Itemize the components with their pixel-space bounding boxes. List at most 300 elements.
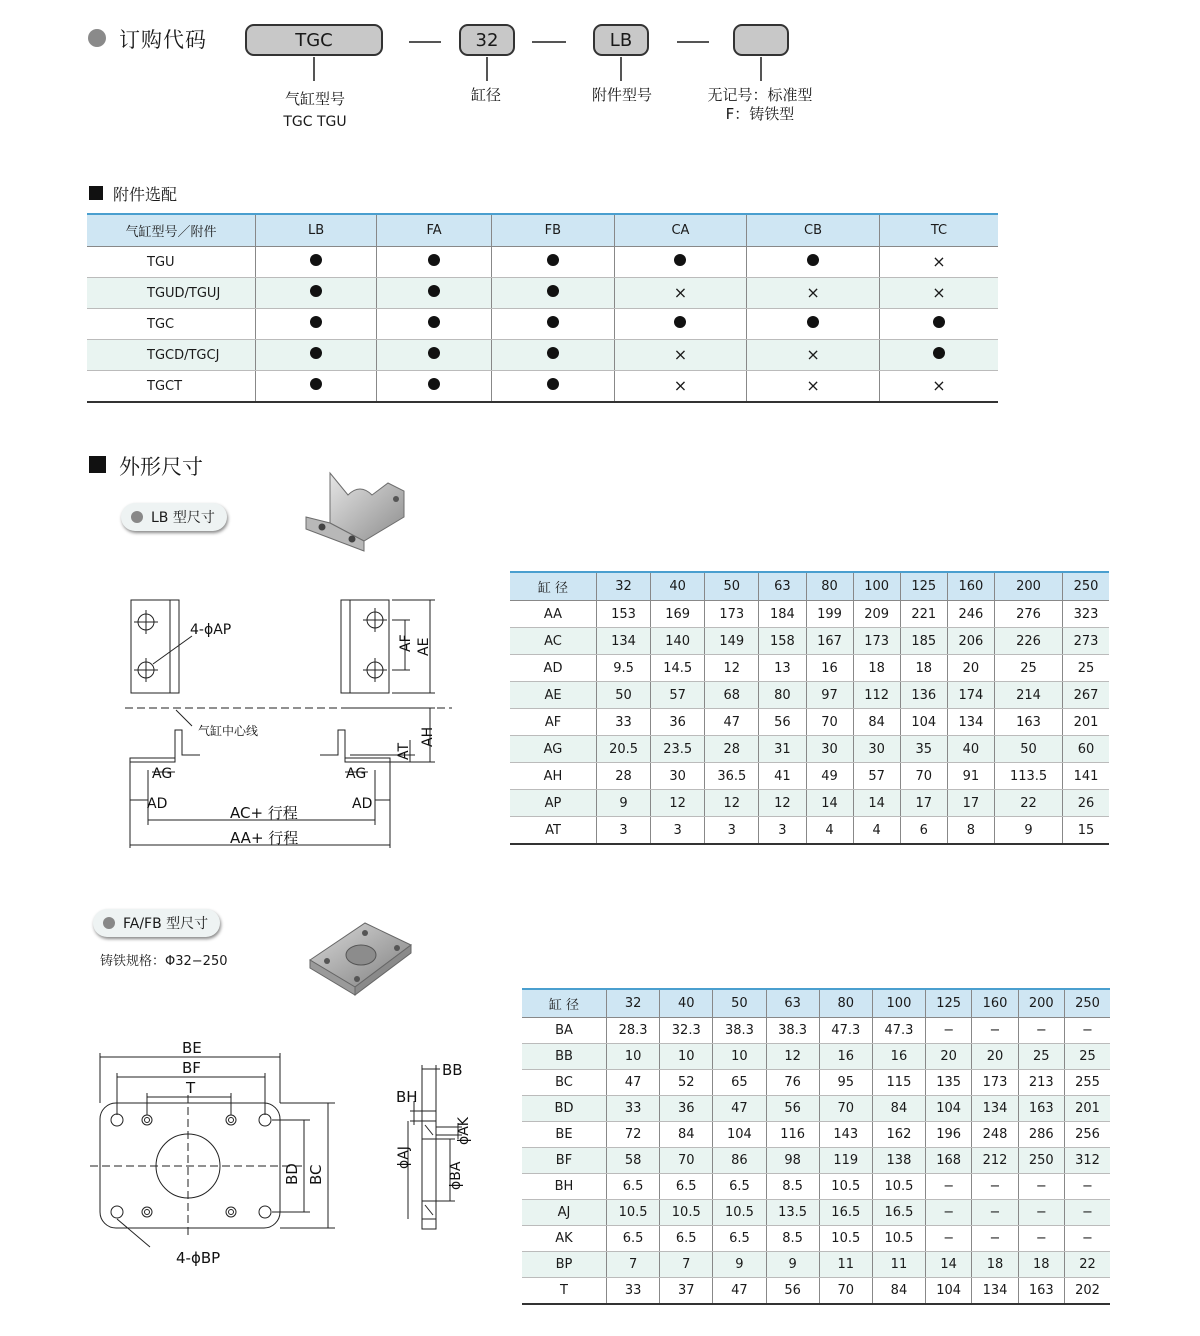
lb-table-row bbox=[510, 655, 1109, 682]
fa-value-cell: − bbox=[1064, 1200, 1110, 1226]
label-bore: 缸径 bbox=[470, 86, 501, 104]
fa-value-cell: 25 bbox=[1064, 1044, 1110, 1070]
lb-bracket-photo bbox=[300, 465, 410, 555]
fa-value-cell: − bbox=[1064, 1018, 1110, 1044]
fa-value-cell: 119 bbox=[819, 1148, 872, 1174]
pill-dot bbox=[103, 917, 115, 929]
compat-mark-cell bbox=[256, 247, 377, 278]
code-dash bbox=[677, 41, 709, 43]
lb-value-cell: 4 bbox=[806, 817, 853, 845]
fa-value-cell: 162 bbox=[872, 1122, 925, 1148]
fa-value-cell: 18 bbox=[1018, 1252, 1064, 1278]
pill-dot bbox=[131, 511, 143, 523]
lb-value-cell: 14 bbox=[853, 790, 900, 817]
fa-value-cell: 95 bbox=[819, 1070, 872, 1096]
lb-value-cell: 163 bbox=[995, 709, 1063, 736]
fa-value-cell: 138 bbox=[872, 1148, 925, 1174]
fa-label-ba: ϕBA bbox=[448, 1161, 464, 1190]
fa-table-row bbox=[522, 1200, 1110, 1226]
lb-value-cell: 31 bbox=[759, 736, 806, 763]
lb-value-cell: 12 bbox=[705, 790, 759, 817]
lb-value-cell: 28 bbox=[597, 763, 651, 790]
fa-value-cell: − bbox=[1018, 1018, 1064, 1044]
fa-value-cell: 86 bbox=[713, 1148, 766, 1174]
fa-value-cell: 25 bbox=[1018, 1044, 1064, 1070]
code-box-bore: 32 bbox=[459, 24, 515, 56]
compat-mark-cell bbox=[614, 309, 747, 340]
fa-row-label: BB bbox=[522, 1044, 607, 1070]
lb-header-cell: 160 bbox=[947, 572, 994, 601]
fa-value-cell: − bbox=[972, 1018, 1018, 1044]
fa-value-cell: 163 bbox=[1018, 1278, 1064, 1305]
lb-header-cell: 80 bbox=[806, 572, 853, 601]
lb-table-row bbox=[510, 601, 1109, 628]
fa-value-cell: 201 bbox=[1064, 1096, 1110, 1122]
code-box-accessory: LB bbox=[593, 24, 649, 56]
code-dash bbox=[532, 41, 566, 43]
fa-value-cell: − bbox=[926, 1200, 972, 1226]
unsupported-cross-icon: × bbox=[932, 375, 946, 395]
lb-value-cell: 17 bbox=[947, 790, 994, 817]
lb-table-row bbox=[510, 736, 1109, 763]
supported-dot-icon bbox=[807, 316, 819, 328]
compat-mark-cell bbox=[614, 247, 747, 278]
fa-value-cell: 47 bbox=[607, 1070, 660, 1096]
lb-table-row bbox=[510, 628, 1109, 655]
compat-mark-cell bbox=[747, 371, 880, 403]
fa-value-cell: 9 bbox=[713, 1252, 766, 1278]
fa-label-bf: BF bbox=[182, 1059, 201, 1077]
compat-mark-cell bbox=[492, 278, 615, 309]
fa-value-cell: 168 bbox=[926, 1148, 972, 1174]
fa-row-label: BC bbox=[522, 1070, 607, 1096]
lb-value-cell: 112 bbox=[853, 682, 900, 709]
lb-label-at: AT bbox=[396, 742, 412, 760]
fa-value-cell: 28.3 bbox=[607, 1018, 660, 1044]
fa-row-label: BF bbox=[522, 1148, 607, 1174]
fa-value-cell: 7 bbox=[660, 1252, 713, 1278]
label-type-standard: 无记号：标准型 bbox=[707, 86, 813, 104]
compat-header-cell: CB bbox=[747, 214, 880, 247]
fa-value-cell: 22 bbox=[1064, 1252, 1110, 1278]
lb-value-cell: 226 bbox=[995, 628, 1063, 655]
supported-dot-icon bbox=[547, 378, 559, 390]
supported-dot-icon bbox=[310, 254, 322, 266]
supported-dot-icon bbox=[310, 378, 322, 390]
compat-header-cell: 气缸型号／附件 bbox=[87, 214, 256, 247]
fa-value-cell: 256 bbox=[1064, 1122, 1110, 1148]
lb-value-cell: 134 bbox=[947, 709, 994, 736]
fa-value-cell: 16.5 bbox=[819, 1200, 872, 1226]
lb-header-cell: 40 bbox=[651, 572, 705, 601]
lb-label-af: AF bbox=[398, 634, 414, 652]
lb-value-cell: 9 bbox=[995, 817, 1063, 845]
fa-value-cell: 8.5 bbox=[766, 1226, 819, 1252]
lb-value-cell: 14 bbox=[806, 790, 853, 817]
lb-header-cell: 32 bbox=[597, 572, 651, 601]
fa-value-cell: 33 bbox=[607, 1278, 660, 1305]
supported-dot-icon bbox=[310, 285, 322, 297]
fa-label-bc: BC bbox=[307, 1164, 325, 1185]
supported-dot-icon bbox=[428, 347, 440, 359]
compat-model-cell: TGCT bbox=[87, 371, 256, 403]
lb-drawing bbox=[120, 590, 460, 855]
lb-value-cell: 3 bbox=[651, 817, 705, 845]
fa-table-row bbox=[522, 1174, 1110, 1200]
fa-cast-note: 铸铁规格：Φ32−250 bbox=[100, 954, 228, 969]
unsupported-cross-icon: × bbox=[806, 375, 820, 395]
lb-value-cell: 33 bbox=[597, 709, 651, 736]
compat-mark-cell bbox=[377, 340, 492, 371]
compat-header-cell: FA bbox=[377, 214, 492, 247]
fa-value-cell: 312 bbox=[1064, 1148, 1110, 1174]
lb-row-label: AC bbox=[510, 628, 597, 655]
outline-section-square bbox=[89, 456, 106, 473]
fa-value-cell: 58 bbox=[607, 1148, 660, 1174]
lb-value-cell: 149 bbox=[705, 628, 759, 655]
fa-value-cell: 143 bbox=[819, 1122, 872, 1148]
lb-pill-label: LB 型尺寸 bbox=[151, 510, 215, 526]
lb-table-header-row bbox=[510, 572, 1109, 601]
fa-header-cell: 63 bbox=[766, 989, 819, 1018]
lb-pill bbox=[121, 503, 227, 531]
fa-value-cell: 10 bbox=[660, 1044, 713, 1070]
unsupported-cross-icon: × bbox=[806, 282, 820, 302]
fa-row-label: AJ bbox=[522, 1200, 607, 1226]
compat-model-cell: TGC bbox=[87, 309, 256, 340]
lb-value-cell: 56 bbox=[759, 709, 806, 736]
fa-table-header-row bbox=[522, 989, 1110, 1018]
lb-table-row bbox=[510, 682, 1109, 709]
fa-value-cell: 104 bbox=[926, 1096, 972, 1122]
compat-mark-cell bbox=[879, 309, 998, 340]
fa-value-cell: 18 bbox=[972, 1252, 1018, 1278]
lb-label-ad: AD bbox=[352, 796, 373, 812]
fa-value-cell: 6.5 bbox=[660, 1174, 713, 1200]
fa-table-row bbox=[522, 1070, 1110, 1096]
compat-header-cell: CA bbox=[614, 214, 747, 247]
compat-mark-cell bbox=[256, 309, 377, 340]
fa-header-cell: 200 bbox=[1018, 989, 1064, 1018]
fa-value-cell: 6.5 bbox=[607, 1174, 660, 1200]
outline-section-title: 外形尺寸 bbox=[119, 455, 203, 479]
supported-dot-icon bbox=[674, 254, 686, 266]
fa-header-cell: 50 bbox=[713, 989, 766, 1018]
lb-value-cell: 30 bbox=[853, 736, 900, 763]
lb-value-cell: 50 bbox=[995, 736, 1063, 763]
fa-header-cell: 100 bbox=[872, 989, 925, 1018]
lb-value-cell: 22 bbox=[995, 790, 1063, 817]
fa-label-ak: ϕAK bbox=[456, 1117, 472, 1145]
supported-dot-icon bbox=[547, 285, 559, 297]
supported-dot-icon bbox=[310, 316, 322, 328]
lb-value-cell: 167 bbox=[806, 628, 853, 655]
lb-value-cell: 214 bbox=[995, 682, 1063, 709]
lb-value-cell: 57 bbox=[853, 763, 900, 790]
lb-table-row bbox=[510, 763, 1109, 790]
fa-header-cell: 250 bbox=[1064, 989, 1110, 1018]
lb-value-cell: 153 bbox=[597, 601, 651, 628]
lb-row-label: AT bbox=[510, 817, 597, 845]
compat-header-row bbox=[87, 214, 998, 247]
lb-value-cell: 16 bbox=[806, 655, 853, 682]
fa-header-cell: 40 bbox=[660, 989, 713, 1018]
fa-value-cell: 84 bbox=[660, 1122, 713, 1148]
lb-value-cell: 173 bbox=[853, 628, 900, 655]
fa-value-cell: 11 bbox=[872, 1252, 925, 1278]
compat-mark-cell bbox=[747, 247, 880, 278]
label-model-title: 气缸型号 bbox=[284, 90, 345, 108]
fa-value-cell: 286 bbox=[1018, 1122, 1064, 1148]
supported-dot-icon bbox=[428, 378, 440, 390]
fa-value-cell: 134 bbox=[972, 1278, 1018, 1305]
lb-table-row bbox=[510, 709, 1109, 736]
compat-mark-cell bbox=[747, 340, 880, 371]
fa-pill bbox=[93, 909, 220, 937]
fa-value-cell: 255 bbox=[1064, 1070, 1110, 1096]
compat-model-cell: TGCD/TGCJ bbox=[87, 340, 256, 371]
fa-value-cell: 163 bbox=[1018, 1096, 1064, 1122]
lb-label-ac: AC+ 行程 bbox=[230, 804, 298, 822]
order-code-bullet bbox=[88, 29, 106, 47]
lb-value-cell: 68 bbox=[705, 682, 759, 709]
lb-value-cell: 9 bbox=[597, 790, 651, 817]
lb-value-cell: 47 bbox=[705, 709, 759, 736]
fa-row-label: BA bbox=[522, 1018, 607, 1044]
lb-row-label: AE bbox=[510, 682, 597, 709]
compat-mark-cell bbox=[256, 340, 377, 371]
lb-value-cell: 57 bbox=[651, 682, 705, 709]
compat-row bbox=[87, 309, 998, 340]
fa-row-label: BD bbox=[522, 1096, 607, 1122]
lb-value-cell: 3 bbox=[597, 817, 651, 845]
supported-dot-icon bbox=[674, 316, 686, 328]
fa-value-cell: 72 bbox=[607, 1122, 660, 1148]
compat-header-cell: FB bbox=[492, 214, 615, 247]
fa-value-cell: 47.3 bbox=[819, 1018, 872, 1044]
compat-mark-cell bbox=[747, 278, 880, 309]
lb-label-aa: AA+ 行程 bbox=[230, 829, 299, 847]
fa-value-cell: 248 bbox=[972, 1122, 1018, 1148]
fa-header-cell: 80 bbox=[819, 989, 872, 1018]
supported-dot-icon bbox=[547, 316, 559, 328]
lb-value-cell: 14.5 bbox=[651, 655, 705, 682]
lb-value-cell: 97 bbox=[806, 682, 853, 709]
fa-value-cell: 173 bbox=[972, 1070, 1018, 1096]
lb-value-cell: 80 bbox=[759, 682, 806, 709]
supported-dot-icon bbox=[933, 347, 945, 359]
lb-value-cell: 141 bbox=[1063, 763, 1109, 790]
lb-value-cell: 199 bbox=[806, 601, 853, 628]
fa-value-cell: 10 bbox=[713, 1044, 766, 1070]
fa-value-cell: 7 bbox=[607, 1252, 660, 1278]
label-model-values: TGC TGU bbox=[283, 114, 347, 130]
fa-value-cell: − bbox=[1018, 1200, 1064, 1226]
fa-value-cell: 213 bbox=[1018, 1070, 1064, 1096]
lb-value-cell: 140 bbox=[651, 628, 705, 655]
fa-value-cell: 10.5 bbox=[819, 1174, 872, 1200]
lb-value-cell: 8 bbox=[947, 817, 994, 845]
lb-value-cell: 41 bbox=[759, 763, 806, 790]
supported-dot-icon bbox=[547, 347, 559, 359]
fa-value-cell: 65 bbox=[713, 1070, 766, 1096]
fa-value-cell: 11 bbox=[819, 1252, 872, 1278]
lb-value-cell: 158 bbox=[759, 628, 806, 655]
unsupported-cross-icon: × bbox=[673, 282, 688, 302]
fa-label-bh: BH bbox=[396, 1088, 418, 1106]
lb-header-cell: 63 bbox=[759, 572, 806, 601]
compat-mark-cell bbox=[879, 371, 998, 403]
lb-header-cell: 125 bbox=[900, 572, 947, 601]
compat-mark-cell bbox=[256, 371, 377, 403]
label-accessory: 附件型号 bbox=[591, 86, 652, 104]
label-type bbox=[698, 86, 822, 124]
compat-mark-cell bbox=[492, 340, 615, 371]
fa-value-cell: 32.3 bbox=[660, 1018, 713, 1044]
fa-header-cell: 32 bbox=[607, 989, 660, 1018]
fa-value-cell: 212 bbox=[972, 1148, 1018, 1174]
lb-value-cell: 201 bbox=[1063, 709, 1109, 736]
lb-value-cell: 36 bbox=[651, 709, 705, 736]
lb-value-cell: 40 bbox=[947, 736, 994, 763]
fa-value-cell: 38.3 bbox=[713, 1018, 766, 1044]
fa-value-cell: 202 bbox=[1064, 1278, 1110, 1305]
lb-value-cell: 15 bbox=[1063, 817, 1109, 845]
fa-pill-label: FA/FB 型尺寸 bbox=[123, 916, 209, 932]
lb-row-label: AF bbox=[510, 709, 597, 736]
unsupported-cross-icon: × bbox=[673, 344, 688, 364]
fa-value-cell: − bbox=[972, 1174, 1018, 1200]
compat-mark-cell bbox=[256, 278, 377, 309]
lb-label-ae: AE bbox=[416, 637, 432, 656]
lb-value-cell: 267 bbox=[1063, 682, 1109, 709]
lb-value-cell: 13 bbox=[759, 655, 806, 682]
lb-label-ag: AG bbox=[346, 766, 367, 782]
lb-value-cell: 25 bbox=[995, 655, 1063, 682]
fa-value-cell: − bbox=[1018, 1226, 1064, 1252]
compat-table bbox=[87, 213, 998, 403]
fa-value-cell: 10.5 bbox=[819, 1226, 872, 1252]
fa-value-cell: 115 bbox=[872, 1070, 925, 1096]
fa-value-cell: 20 bbox=[926, 1044, 972, 1070]
code-leader bbox=[760, 57, 762, 81]
lb-value-cell: 185 bbox=[900, 628, 947, 655]
lb-value-cell: 60 bbox=[1063, 736, 1109, 763]
fa-value-cell: − bbox=[1064, 1226, 1110, 1252]
lb-label-ad: AD bbox=[147, 796, 168, 812]
fa-value-cell: 33 bbox=[607, 1096, 660, 1122]
lb-row-label: AP bbox=[510, 790, 597, 817]
lb-value-cell: 18 bbox=[853, 655, 900, 682]
compat-mark-cell bbox=[492, 309, 615, 340]
fa-value-cell: 10 bbox=[607, 1044, 660, 1070]
fa-value-cell: 37 bbox=[660, 1278, 713, 1305]
lb-value-cell: 209 bbox=[853, 601, 900, 628]
fa-row-label: BE bbox=[522, 1122, 607, 1148]
lb-value-cell: 23.5 bbox=[651, 736, 705, 763]
fa-value-cell: 16.5 bbox=[872, 1200, 925, 1226]
lb-label-ag: AG bbox=[152, 766, 173, 782]
compat-row bbox=[87, 340, 998, 371]
lb-value-cell: 12 bbox=[651, 790, 705, 817]
compat-mark-cell bbox=[377, 309, 492, 340]
fa-header-cell: 160 bbox=[972, 989, 1018, 1018]
fa-table-row bbox=[522, 1018, 1110, 1044]
fa-table-row bbox=[522, 1148, 1110, 1174]
lb-value-cell: 169 bbox=[651, 601, 705, 628]
lb-value-cell: 273 bbox=[1063, 628, 1109, 655]
label-type-cast: F：铸铁型 bbox=[725, 105, 795, 123]
lb-value-cell: 3 bbox=[705, 817, 759, 845]
fa-value-cell: 13.5 bbox=[766, 1200, 819, 1226]
fa-label-t: T bbox=[186, 1079, 196, 1097]
fa-value-cell: 56 bbox=[766, 1278, 819, 1305]
fa-value-cell: 134 bbox=[972, 1096, 1018, 1122]
lb-value-cell: 6 bbox=[900, 817, 947, 845]
lb-label-ah: AH bbox=[420, 726, 436, 747]
fa-value-cell: 70 bbox=[819, 1278, 872, 1305]
order-code-title: 订购代码 bbox=[119, 28, 207, 52]
compat-mark-cell bbox=[879, 247, 998, 278]
lb-value-cell: 36.5 bbox=[705, 763, 759, 790]
fa-value-cell: 10.5 bbox=[660, 1200, 713, 1226]
compat-mark-cell bbox=[492, 247, 615, 278]
lb-row-label: AA bbox=[510, 601, 597, 628]
fa-value-cell: 16 bbox=[819, 1044, 872, 1070]
code-box-type bbox=[733, 24, 789, 56]
lb-value-cell: 9.5 bbox=[597, 655, 651, 682]
lb-value-cell: 174 bbox=[947, 682, 994, 709]
fa-value-cell: 9 bbox=[766, 1252, 819, 1278]
fa-value-cell: 70 bbox=[819, 1096, 872, 1122]
compat-section-square bbox=[89, 186, 103, 200]
compat-mark-cell bbox=[377, 278, 492, 309]
lb-value-cell: 70 bbox=[806, 709, 853, 736]
fa-value-cell: 196 bbox=[926, 1122, 972, 1148]
lb-header-cell: 100 bbox=[853, 572, 900, 601]
fa-value-cell: 10.5 bbox=[713, 1200, 766, 1226]
lb-row-label: AG bbox=[510, 736, 597, 763]
lb-value-cell: 18 bbox=[900, 655, 947, 682]
lb-header-cell: 250 bbox=[1063, 572, 1109, 601]
lb-header-cell: 缸 径 bbox=[510, 572, 597, 601]
code-leader bbox=[486, 57, 488, 81]
fa-value-cell: 135 bbox=[926, 1070, 972, 1096]
fa-value-cell: 6.5 bbox=[713, 1174, 766, 1200]
lb-table-row bbox=[510, 790, 1109, 817]
supported-dot-icon bbox=[310, 347, 322, 359]
fa-value-cell: 38.3 bbox=[766, 1018, 819, 1044]
supported-dot-icon bbox=[933, 316, 945, 328]
lb-value-cell: 50 bbox=[597, 682, 651, 709]
fa-value-cell: 116 bbox=[766, 1122, 819, 1148]
fa-value-cell: − bbox=[926, 1226, 972, 1252]
lb-value-cell: 104 bbox=[900, 709, 947, 736]
fa-value-cell: 104 bbox=[713, 1122, 766, 1148]
compat-mark-cell bbox=[614, 278, 747, 309]
lb-value-cell: 276 bbox=[995, 601, 1063, 628]
code-leader bbox=[620, 57, 622, 81]
fa-value-cell: − bbox=[972, 1226, 1018, 1252]
fa-value-cell: 84 bbox=[872, 1278, 925, 1305]
lb-value-cell: 246 bbox=[947, 601, 994, 628]
fa-table-row bbox=[522, 1044, 1110, 1070]
lb-value-cell: 173 bbox=[705, 601, 759, 628]
fa-value-cell: 6.5 bbox=[660, 1226, 713, 1252]
compat-header-cell: LB bbox=[256, 214, 377, 247]
lb-value-cell: 20 bbox=[947, 655, 994, 682]
unsupported-cross-icon: × bbox=[932, 251, 946, 271]
